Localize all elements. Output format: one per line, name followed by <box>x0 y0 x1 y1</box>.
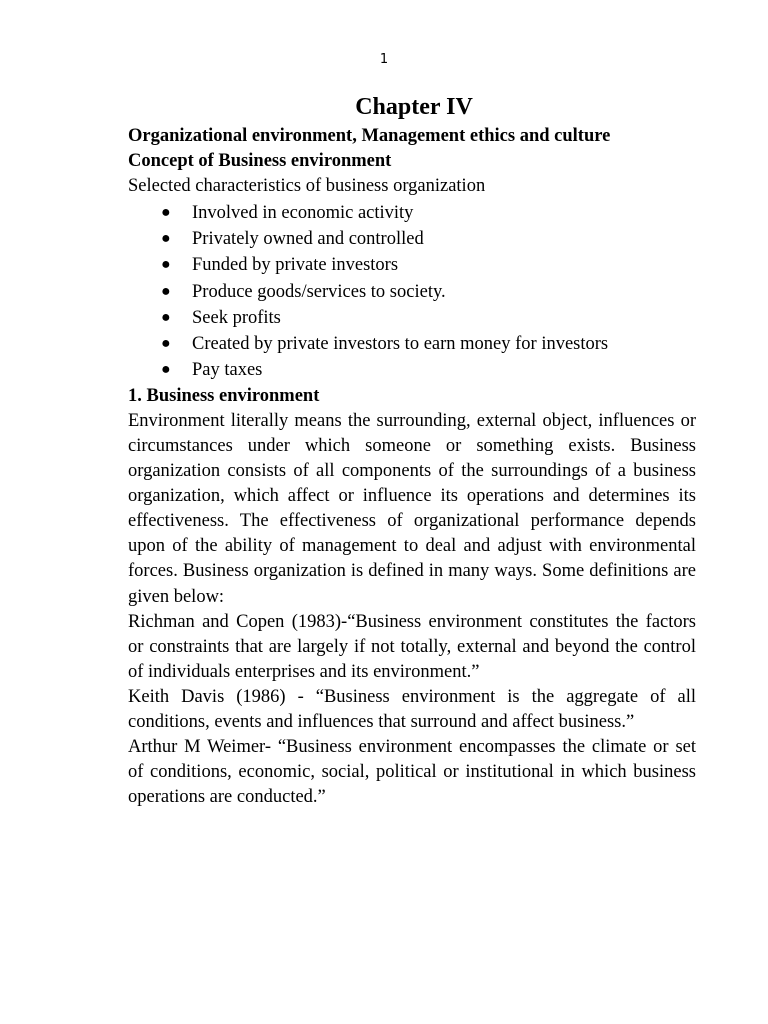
section-heading: 1. Business environment <box>128 385 320 406</box>
definition-arthur-weimer: Arthur M Weimer- “Business environment encompasses the climate or set of conditions, economic, social, political or institutional in which business operations are conducted.” <box>128 737 696 808</box>
bullet-icon: ● <box>161 203 171 221</box>
list-item <box>128 200 696 226</box>
definition-keith-davis: Keith Davis (1986) - “Business environment is the aggregate of all conditions, events and influences that surround and affect business.” <box>128 686 696 733</box>
concept-heading: Concept of Business environment <box>128 151 392 172</box>
list-item <box>128 357 696 383</box>
characteristics-intro: Selected characteristics of business organization <box>128 176 486 197</box>
list-item <box>128 331 696 357</box>
bullet-icon: ● <box>161 308 171 326</box>
list-item-text: Involved in economic activity <box>192 202 414 223</box>
list-item <box>128 226 696 252</box>
page-number: 1 <box>379 52 389 67</box>
list-item <box>128 305 696 331</box>
list-item-text: Privately owned and controlled <box>192 228 424 249</box>
bullet-icon: ● <box>161 256 171 274</box>
chapter-title: Chapter IV <box>355 94 473 120</box>
body-paragraph: Environment literally means the surrounding, external object, influences or circumstances under which someone or something exists. Business organization consists of all components of the surroundings of a business organization, which affect or influence its operations and determines its effectiveness. The effectiveness of organizational performance depends upon of the ability of management to deal and adjust with environmental forces. Business organization is defined in many ways. Some definitions are given below: <box>128 410 696 607</box>
list-item-text: Seek profits <box>192 307 281 328</box>
bullet-icon: ● <box>161 335 171 353</box>
list-item <box>128 252 696 278</box>
document-body <box>128 90 696 810</box>
characteristics-list <box>128 200 696 384</box>
list-item-text: Created by private investors to earn money for investors <box>192 334 609 355</box>
bullet-icon: ● <box>161 361 171 379</box>
chapter-subtitle: Organizational environment, Management ethics and culture <box>128 126 611 146</box>
list-item-text: Produce goods/services to society. <box>192 281 446 302</box>
list-item-text: Pay taxes <box>192 360 263 381</box>
list-item-text: Funded by private investors <box>192 255 399 276</box>
list-item <box>128 279 696 305</box>
bullet-icon: ● <box>161 282 171 300</box>
bullet-icon: ● <box>161 229 171 247</box>
definition-richman-copen: Richman and Copen (1983)-“Business environment constitutes the factors or constraints that are largely if not totally, external and beyond the control of individuals enterprises and its environment.” <box>128 611 696 682</box>
